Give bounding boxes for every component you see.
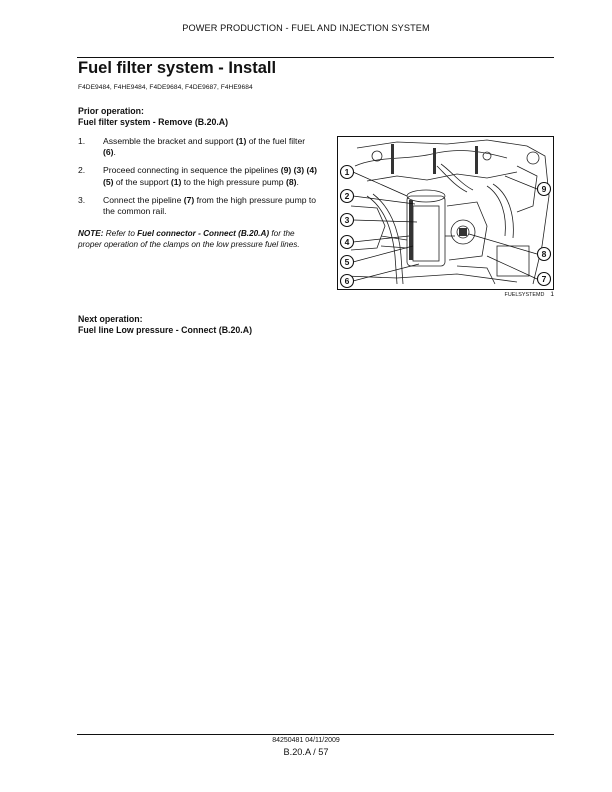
callout-7: 7 [541, 274, 547, 284]
callout-1: 1 [344, 167, 350, 177]
callout-9: 9 [541, 184, 547, 194]
prior-operation-label: Prior operation: [78, 106, 144, 116]
next-operation [78, 314, 252, 336]
callout-3: 3 [344, 215, 350, 225]
step-number: 1. [78, 136, 86, 146]
next-operation-link[interactable]: Fuel line Low pressure - Connect (B.20.A) [78, 325, 253, 335]
step-reference: (8) [285, 176, 297, 187]
model-list: F4DE9484, F4HE9484, F4DE9684, F4DE9687, F4HE9684 [78, 84, 253, 91]
procedure-step [78, 165, 320, 187]
step-text [103, 195, 316, 216]
prior-operation-link[interactable]: Fuel filter system - Remove (B.20.A) [78, 117, 229, 127]
callout-2: 2 [344, 191, 350, 201]
callout-8: 8 [541, 249, 547, 259]
step-reference: (7) [183, 194, 195, 205]
step-text-fragment: from the high pressure pump to the common rail. [103, 194, 317, 217]
callout-6: 6 [344, 276, 350, 286]
figure-caption [467, 291, 554, 298]
title-rule [77, 57, 554, 58]
prior-operation [78, 106, 228, 128]
note [78, 229, 320, 250]
step-text-fragment: Proceed connecting in sequence the pipelines [103, 165, 281, 176]
figure-image-id: FUELSYSTEMD [504, 292, 545, 298]
callout-5: 5 [344, 257, 350, 267]
engine-figure [337, 136, 554, 290]
step-text-fragment: Connect the pipeline [103, 194, 184, 205]
figure-number: 1 [550, 291, 554, 298]
page-number: B.20.A / 57 [283, 747, 329, 757]
step-text-fragment: of the support [113, 176, 171, 187]
step-number: 2. [78, 165, 86, 176]
step-text-fragment: Assemble the bracket and support [103, 136, 236, 146]
step-reference: (9) (3) (4) (5) [103, 165, 318, 187]
note-post: for the proper operation of the clamps on the low pressure fuel lines. [78, 229, 300, 249]
step-text [103, 165, 317, 186]
step-text-fragment: of the fuel filter [246, 136, 306, 146]
step-reference: (1) [170, 176, 182, 187]
note-link[interactable]: Fuel connector - Connect (B.20.A) [137, 229, 270, 238]
document-code: 84250481 04/11/2009 [272, 737, 340, 744]
procedure-step [78, 136, 320, 158]
step-number: 3. [78, 194, 86, 205]
step-text-fragment: to the high pressure pump [181, 176, 286, 187]
step-text [103, 136, 305, 157]
procedure-step [78, 195, 320, 217]
page-title: Fuel filter system - Install [78, 59, 277, 77]
step-reference: (6) [103, 147, 114, 158]
footer-rule [77, 734, 554, 735]
step-text-fragment: . [113, 147, 116, 158]
step-text-fragment: . [296, 176, 299, 187]
engine-illustration [337, 136, 554, 290]
note-label: NOTE: [78, 229, 104, 238]
callout-4: 4 [344, 237, 350, 247]
next-operation-label: Next operation: [78, 314, 143, 324]
note-pre: Refer to [103, 229, 138, 238]
running-header: POWER PRODUCTION - FUEL AND INJECTION SYSTEM [182, 23, 430, 33]
step-reference: (1) [235, 136, 247, 146]
procedure-steps [78, 136, 320, 224]
